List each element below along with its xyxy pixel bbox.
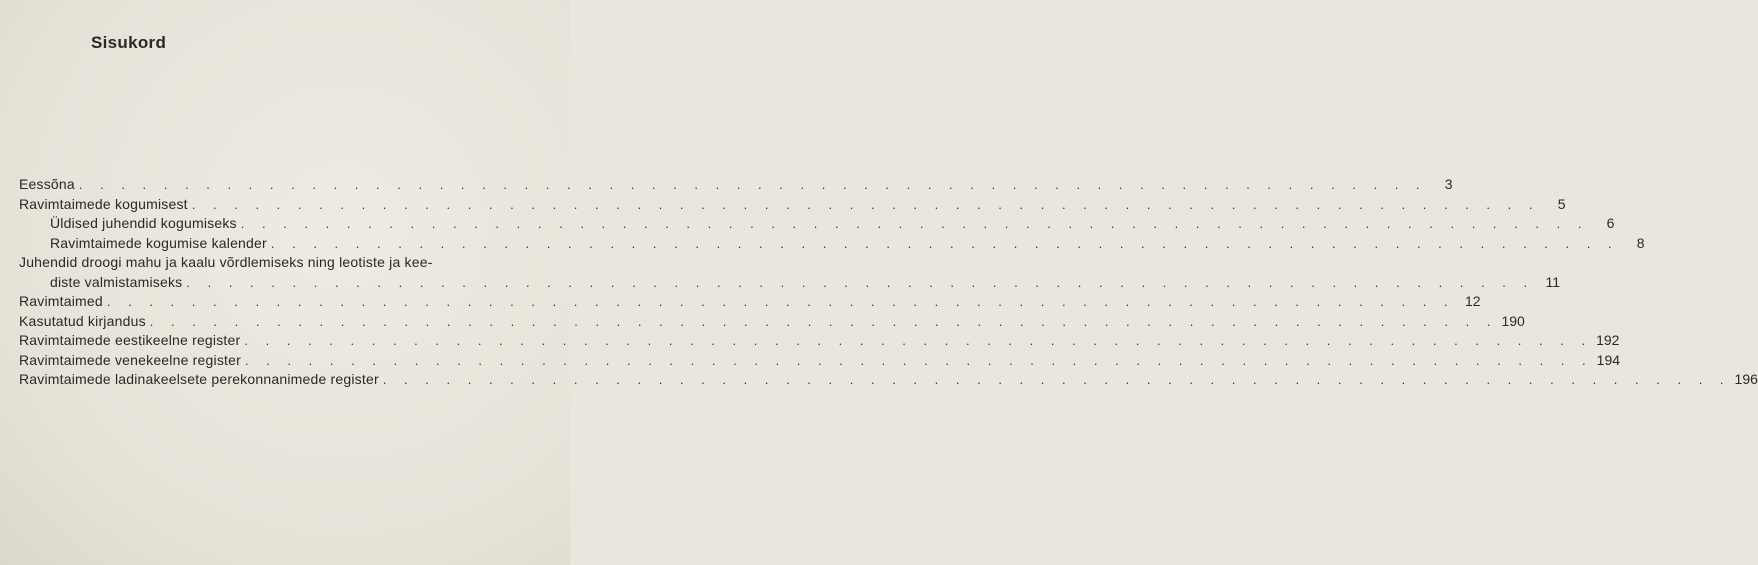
- toc-entry-title: Ravimtaimede eestikeelne register: [19, 332, 241, 348]
- toc-entry-juhendid-droogi: [19, 253, 539, 273]
- leader-dots: . . . . . . . . . . . . . . . . . . . . . . . . . . . . . . . . . . . . . . . . . . . . . . . . . . . . . . . . . . . . . . . .: [149, 313, 1498, 329]
- toc-entry-juhendid-droogi-cont: [19, 273, 1561, 293]
- toc-entry-page: 5: [1557, 195, 1566, 212]
- toc-entry-title: Eessõna: [19, 176, 75, 192]
- toc-entry-title: Ravimtaimede kogumisest: [19, 195, 188, 212]
- toc-subentry-kalender: [19, 234, 1645, 254]
- leader-dots: . . . . . . . . . . . . . . . . . . . . . . . . . . . . . . . . . . . . . . . . . . . . . . . . . . . . . . . . . . . . . . . .: [106, 294, 1455, 309]
- toc-entry-title: Ravimtaimed: [19, 293, 103, 309]
- toc-entry-page: 192: [1596, 332, 1620, 348]
- toc-entry-title: Üldised juhendid kogumiseks: [50, 215, 237, 231]
- leader-dots: . . . . . . . . . . . . . . . . . . . . . . . . . . . . . . . . . . . . . . . . . . . . . . . . . . . . . . . . . . . . . . . .: [191, 196, 1540, 212]
- toc-entry-eessona: [19, 175, 1453, 195]
- toc-entry-ladinakeelsete: [19, 370, 1758, 390]
- leader-dots: . . . . . . . . . . . . . . . . . . . . . . . . . . . . . . . . . . . . . . . . . . . . . . . . . . . . . . . . . . . . . . . .: [78, 177, 1427, 192]
- leader-dots: . . . . . . . . . . . . . . . . . . . . . . . . . . . . . . . . . . . . . . . . . . . . . . . . . . . . . . . . . . . . . . . .: [186, 274, 1535, 290]
- table-of-contents: [19, 175, 1758, 390]
- page-title: Sisukord: [91, 33, 167, 52]
- leader-dots: . . . . . . . . . . . . . . . . . . . . . . . . . . . . . . . . . . . . . . . . . . . . . . . . . . . . . . . . . . . . . . . .: [244, 352, 1593, 368]
- toc-entry-page: 190: [1501, 312, 1525, 329]
- toc-entry-title: diste valmistamiseks: [50, 273, 183, 290]
- toc-entry-title: Ravimtaimede venekeelne register: [19, 351, 241, 368]
- toc-entry-kirjandus: [19, 312, 1525, 332]
- toc-entry-page: 11: [1545, 273, 1561, 290]
- toc-entry-eestikeelne: [19, 331, 1620, 351]
- leader-dots: . . . . . . . . . . . . . . . . . . . . . . . . . . . . . . . . . . . . . . . . . . . . . . . . . . . . . . . . . . . . . . . .: [244, 333, 1593, 348]
- toc-entry-page: 3: [1444, 176, 1453, 192]
- toc-entry-kogumisest: [19, 195, 1566, 215]
- leader-dots: . . . . . . . . . . . . . . . . . . . . . . . . . . . . . . . . . . . . . . . . . . . . . . . . . . . . . . . . . . . . . . . .: [240, 216, 1589, 231]
- toc-subentry-juhendid: [19, 214, 1615, 234]
- toc-entry-page: 194: [1596, 351, 1621, 368]
- toc-entry-title: Kasutatud kirjandus: [19, 312, 146, 329]
- leader-dots: . . . . . . . . . . . . . . . . . . . . . . . . . . . . . . . . . . . . . . . . . . . . . . . . . . . . . . . . . . . . . . . .: [382, 372, 1731, 387]
- toc-entry-page: 8: [1636, 234, 1645, 251]
- toc-entry-page: 6: [1606, 215, 1615, 231]
- leader-dots: . . . . . . . . . . . . . . . . . . . . . . . . . . . . . . . . . . . . . . . . . . . . . . . . . . . . . . . . . . . . . . . .: [270, 235, 1619, 251]
- toc-entry-page: 196: [1734, 371, 1758, 387]
- toc-entry-title: Ravimtaimede ladinakeelsete perekonnanimede register: [19, 371, 379, 387]
- toc-entry-title: Juhendid droogi mahu ja kaalu võrdlemiseks ning leotiste ja kee-: [19, 254, 433, 270]
- toc-entry-title: Ravimtaimede kogumise kalender: [50, 234, 267, 251]
- toc-entry-page: 12: [1465, 293, 1481, 309]
- toc-entry-ravimtaimed: [19, 292, 1481, 312]
- toc-entry-venekeelne: [19, 351, 1621, 371]
